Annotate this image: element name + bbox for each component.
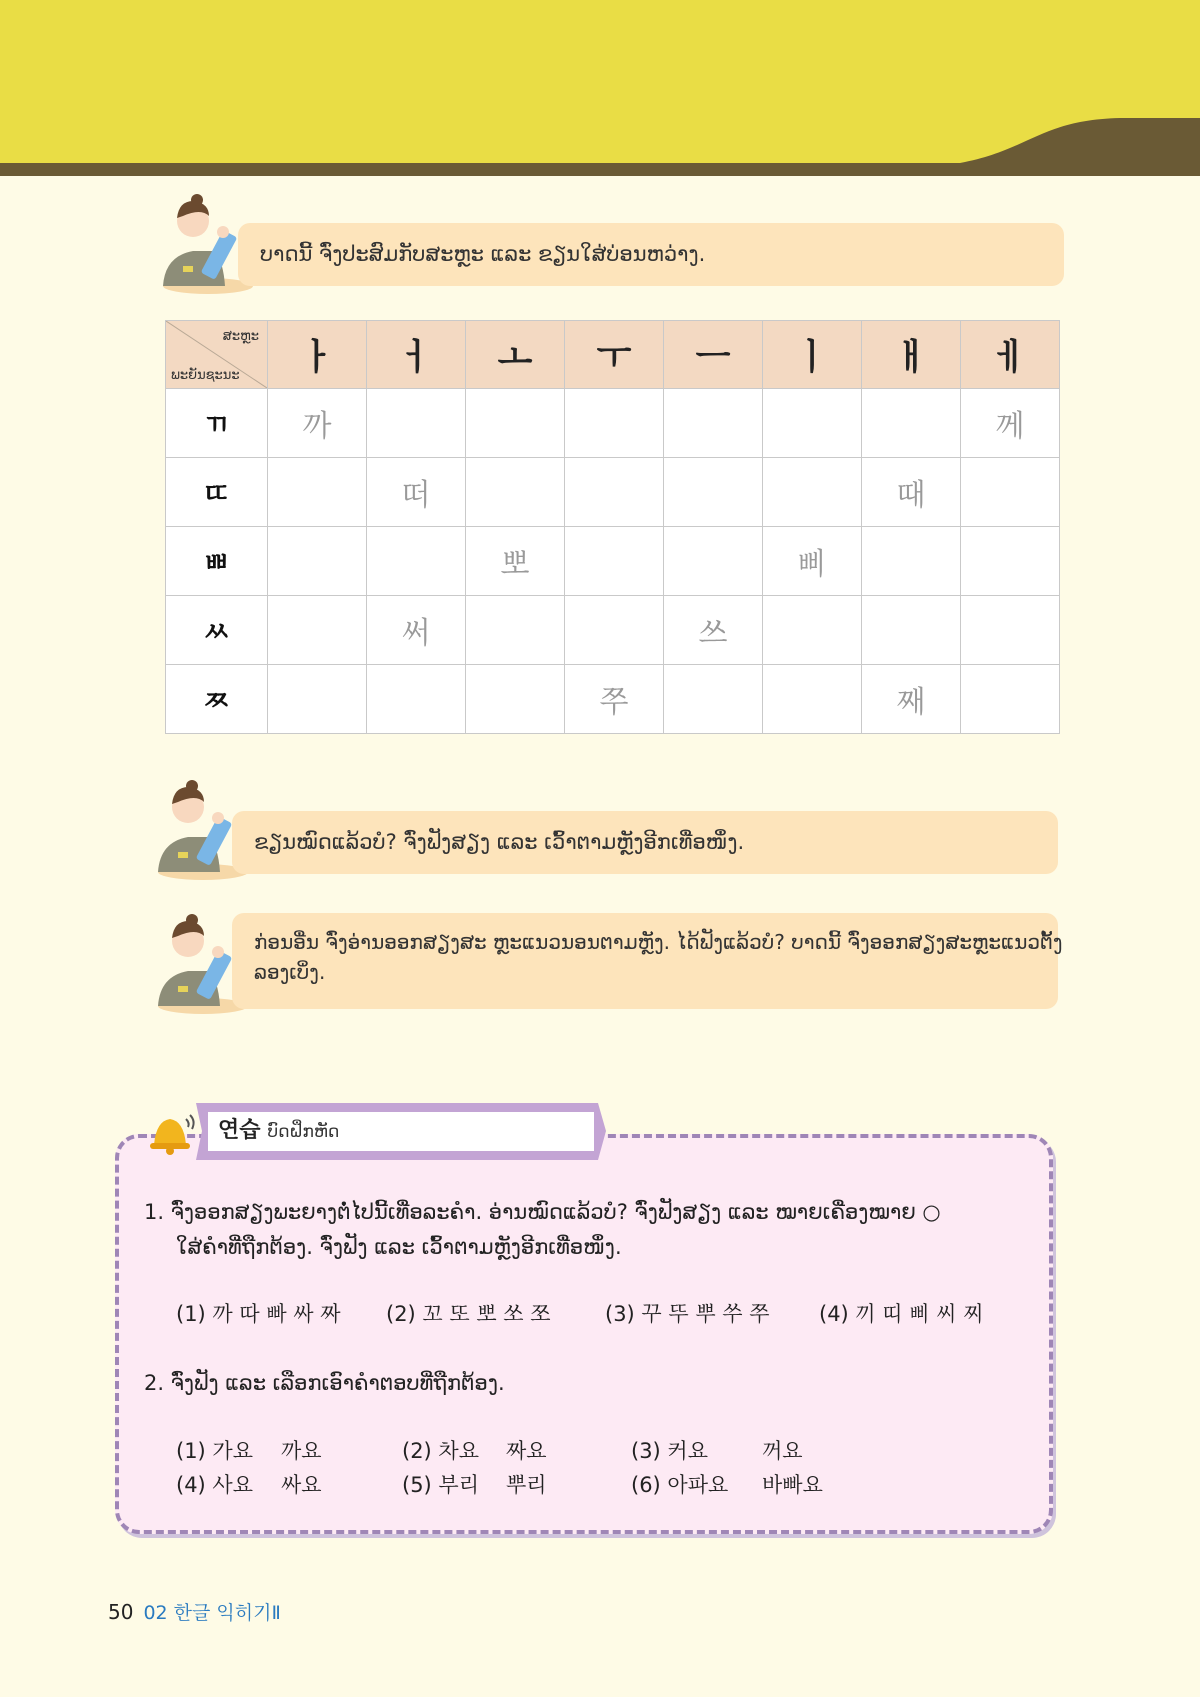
table-row [166, 596, 1060, 665]
consonant-cell: ㅃ [166, 527, 268, 596]
syllable-cell[interactable] [664, 665, 763, 734]
syllable-cell[interactable]: 까 [268, 389, 367, 458]
syllable-cell[interactable] [664, 458, 763, 527]
syllable-cell[interactable] [763, 389, 862, 458]
syllable-cell[interactable] [664, 389, 763, 458]
q2-option-alt[interactable]: 짜요 [506, 1439, 547, 1463]
vowel-header: ㅓ [367, 321, 466, 389]
syllable-cell[interactable]: 써 [367, 596, 466, 665]
consonant-cell: ㄸ [166, 458, 268, 527]
syllable-cell[interactable] [268, 596, 367, 665]
q2-option[interactable]: (3) 커요 [631, 1439, 708, 1463]
consonant-cell: ㄲ [166, 389, 268, 458]
instruction-text-3-line2: ລອງເບິ່ງ. [254, 960, 326, 984]
q2-option-alt[interactable]: 바빠요 [762, 1473, 823, 1497]
syllable-cell[interactable] [367, 527, 466, 596]
syllable-table [165, 320, 1060, 734]
syllable-cell[interactable] [268, 527, 367, 596]
syllable-cell[interactable] [367, 665, 466, 734]
q1-option[interactable]: (1) 까 따 빠 싸 짜 [176, 1302, 341, 1326]
syllable-cell[interactable] [466, 665, 565, 734]
syllable-cell[interactable]: 삐 [763, 527, 862, 596]
syllable-cell[interactable] [961, 527, 1060, 596]
syllable-cell[interactable]: 째 [862, 665, 961, 734]
q2-option[interactable]: (6) 아파요 [631, 1473, 729, 1497]
q2-option[interactable]: (5) 부리 [402, 1473, 479, 1497]
syllable-cell[interactable] [664, 527, 763, 596]
syllable-cell[interactable] [268, 665, 367, 734]
vowel-header: ㅗ [466, 321, 565, 389]
question-1-line2: ໃສ່ຄຳທີ່ຖືກຕ້ອງ. ຈົ່ງຟັງ ແລະ ເວົ້າຕາມຫຼັງອີກເທື່ອໜຶ່ງ. [176, 1235, 622, 1259]
corner-consonant-label: ພະຍັນຊະນະ [171, 368, 240, 383]
vowel-header: ㅐ [862, 321, 961, 389]
syllable-cell[interactable] [961, 596, 1060, 665]
q2-option[interactable]: (2) 차요 [402, 1439, 479, 1463]
bell-icon [146, 1107, 198, 1157]
syllable-cell[interactable] [763, 665, 862, 734]
table-corner [166, 321, 268, 389]
instruction-bubble-2 [232, 811, 1058, 874]
consonant-cell: ㅉ [166, 665, 268, 734]
q1-option[interactable]: (2) 꼬 또 뽀 쏘 쪼 [386, 1302, 551, 1326]
syllable-cell[interactable]: 때 [862, 458, 961, 527]
syllable-cell[interactable] [466, 596, 565, 665]
syllable-cell[interactable]: 뽀 [466, 527, 565, 596]
table-header-row [166, 321, 1060, 389]
syllable-cell[interactable]: 께 [961, 389, 1060, 458]
syllable-cell[interactable] [565, 527, 664, 596]
header-band [0, 0, 1200, 176]
syllable-cell[interactable] [565, 389, 664, 458]
q2-option-alt[interactable]: 싸요 [281, 1473, 322, 1497]
instruction-text-1: ບາດນີ້ ຈົ່ງປະສົມກັບສະຫຼະ ແລະ ຂຽນໃສ່ບ່ອນຫວ່າງ. [260, 242, 706, 266]
table-row [166, 527, 1060, 596]
syllable-cell[interactable] [565, 596, 664, 665]
table-row [166, 458, 1060, 527]
syllable-cell[interactable] [961, 458, 1060, 527]
q2-option-alt[interactable]: 꺼요 [762, 1439, 803, 1463]
syllable-cell[interactable] [466, 458, 565, 527]
syllable-cell[interactable] [862, 596, 961, 665]
q1-option[interactable]: (4) 끼 띠 삐 씨 찌 [819, 1302, 984, 1326]
table-row [166, 665, 1060, 734]
practice-title-ko: 연습 [218, 1118, 261, 1143]
consonant-cell: ㅆ [166, 596, 268, 665]
practice-title-lao: ບົດຝຶກຫັດ [267, 1122, 340, 1142]
corner-vowel-label: ສະຫຼະ [222, 329, 259, 344]
syllable-cell[interactable]: 쭈 [565, 665, 664, 734]
chapter-label: 02 한글 익히기Ⅱ [143, 1602, 281, 1624]
q2-option[interactable]: (4) 사요 [176, 1473, 253, 1497]
syllable-cell[interactable] [565, 458, 664, 527]
vowel-header: ㅡ [664, 321, 763, 389]
syllable-cell[interactable] [268, 458, 367, 527]
practice-box [115, 1134, 1053, 1534]
question-1-line1: 1. ຈົ່ງອອກສຽງພະຍາງຕໍ່ໄປນີ້ເທື່ອລະຄຳ. ອ່ານໝົດແລ້ວບໍ? ຈົ່ງຟັງສຽງ ແລະ ໝາຍເຄື່ອງໝາຍ ○ [144, 1200, 941, 1224]
syllable-cell[interactable] [367, 389, 466, 458]
vowel-header: ㅔ [961, 321, 1060, 389]
q2-option[interactable]: (1) 가요 [176, 1439, 253, 1463]
syllable-cell[interactable]: 떠 [367, 458, 466, 527]
table-row [166, 389, 1060, 458]
q1-option[interactable]: (3) 꾸 뚜 뿌 쑤 쭈 [605, 1302, 770, 1326]
vowel-header: ㅏ [268, 321, 367, 389]
instruction-bubble-1 [238, 223, 1064, 286]
syllable-cell[interactable] [961, 665, 1060, 734]
q2-option-alt[interactable]: 까요 [281, 1439, 322, 1463]
instruction-text-3-line1: ກ່ອນອື່ນ ຈົ່ງອ່ານອອກສຽງສະ ຫຼະແນວນອນຕາມຫຼັງ. ໄດ້ຟັງແລ້ວບໍ? ບາດນີ້ ຈົ່ງອອກສຽງສະຫຼະແນວຕັ້ງ [254, 930, 1063, 954]
syllable-cell[interactable] [763, 458, 862, 527]
vowel-header: ㅜ [565, 321, 664, 389]
page-footer [108, 1598, 281, 1625]
practice-title [218, 1113, 339, 1144]
syllable-cell[interactable] [862, 389, 961, 458]
vowel-header: ㅣ [763, 321, 862, 389]
q2-option-alt[interactable]: 뿌리 [506, 1473, 547, 1497]
page-number: 50 [108, 1600, 134, 1624]
syllable-cell[interactable]: 쓰 [664, 596, 763, 665]
instruction-text-2: ຂຽນໝົດແລ້ວບໍ? ຈົ່ງຟັງສຽງ ແລະ ເວົ້າຕາມຫຼັງອີກເທື່ອໜຶ່ງ. [254, 830, 745, 854]
syllable-cell[interactable] [466, 389, 565, 458]
syllable-cell[interactable] [763, 596, 862, 665]
instruction-bubble-3 [232, 913, 1063, 1009]
question-2: 2. ຈົ່ງຟັງ ແລະ ເລືອກເອົາຄຳຕອບທີ່ຖືກຕ້ອງ. [144, 1371, 505, 1395]
syllable-cell[interactable] [862, 527, 961, 596]
